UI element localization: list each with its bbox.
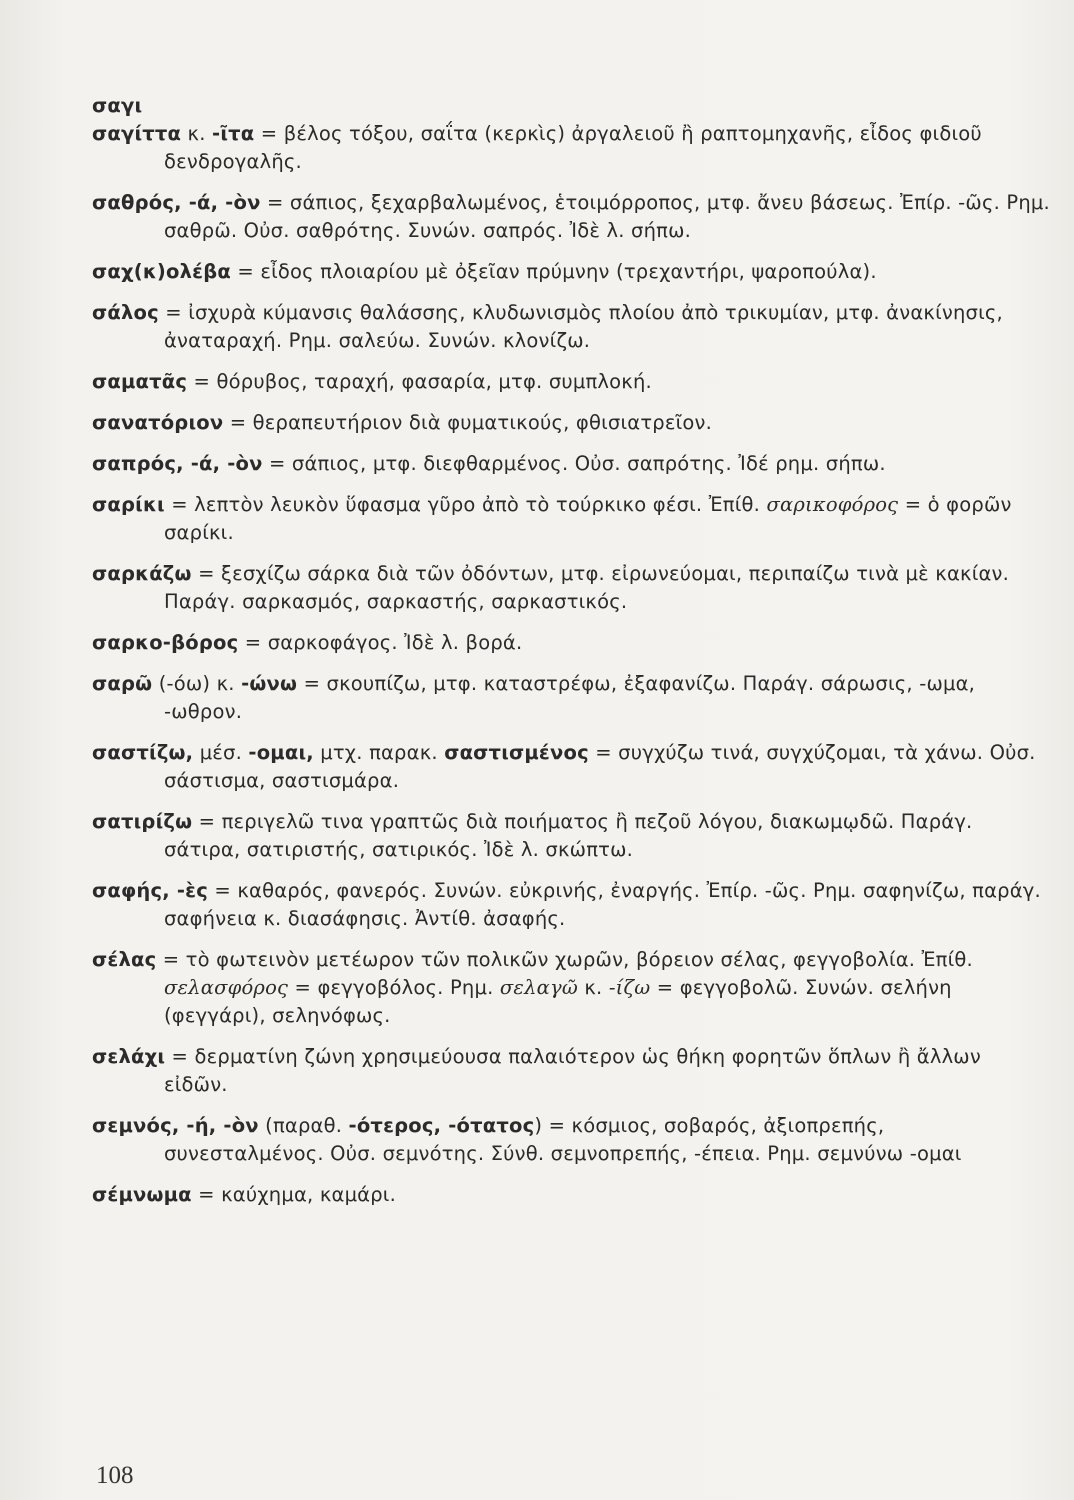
headword: σαρίκι: [92, 493, 165, 516]
dictionary-entry: [92, 368, 1050, 396]
headword: σαρκάζω: [92, 562, 192, 585]
headword: σαθρός, -ά, -òν: [92, 191, 261, 214]
headword: σαστίζω,: [92, 741, 194, 764]
headword: σατιρίζω: [92, 810, 193, 833]
headword: σεμνός, -ή, -òν: [92, 1114, 259, 1137]
definition-text: = φεγγοβολῶ. Συνών. σελήνη (φεγγάρι), σεληνόφως.: [164, 976, 952, 1027]
dictionary-entry: [92, 560, 1050, 616]
headword: -ότερος, -ότατος: [348, 1114, 535, 1137]
headword: σαστισμένος: [444, 741, 589, 764]
definition-text: = σαρκοφάγος. Ἰδὲ λ. βορά.: [238, 631, 523, 654]
definition-text: = βέλος τόξου, σαΐτα (κερκὶς) ἀργαλειοῦ ἢ ραπτομηχανῆς, εἶδος φιδιοῦ δενδρογαλῆς.: [164, 122, 982, 173]
page-number: 108: [96, 1462, 134, 1489]
definition-text: = ὁ φορῶν σαρίκι.: [164, 493, 1012, 544]
headword: σαρκο-βόρος: [92, 631, 239, 654]
italic-term: σελαγῶ: [499, 976, 578, 999]
definition-text: = καθαρός, φανερός. Συνών. εὐκρινής, ἐναργής. Ἐπίρ. -ῶς. Ρημ. σαφηνίζω, παράγ. σαφήνεια κ. διασάφησις. Ἀντίθ. ἀσαφής.: [164, 879, 1041, 930]
definition-text: = δερματίνη ζώνη χρησιμεύουσα παλαιότερον ὡς θήκη φορητῶν ὅπλων ἢ ἄλλων εἰδῶν.: [164, 1045, 981, 1096]
italic-term: σαρικοφόρος: [766, 493, 899, 516]
dictionary-entry: [92, 877, 1050, 933]
definition-text: = λεπτὸν λευκὸν ὕφασμα γῦρο ἀπὸ τὸ τούρκικο φέσι. Ἐπίθ.: [164, 493, 767, 516]
headword: σέλας: [92, 948, 157, 971]
definition-text: = ἰσχυρὰ κύμανσις θαλάσσης, κλυδωνισμὸς πλοίου ἀπὸ τρικυμίαν, μτφ. ἀνακίνησις, ἀναταραχή. Ρημ. σαλεύω. Συνών. κλονίζω.: [158, 301, 1003, 352]
dictionary-entry: [92, 946, 1050, 1030]
definition-text: = θεραπευτήριον διὰ φυματικούς, φθισιατρεῖον.: [223, 411, 712, 434]
definition-text: = σάπιος, ξεχαρβαλωμένος, ἑτοιμόρροπος, μτφ. ἄνευ βάσεως. Ἐπίρ. -ῶς. Ρημ. σαθρῶ. Οὐσ. σαθρότης. Συνών. σαπρός. Ἰδὲ λ. σήπω.: [164, 191, 1050, 242]
definition-text: = θόρυβος, ταραχή, φασαρία, μτφ. συμπλοκή.: [187, 370, 652, 393]
dictionary-entry: [92, 120, 1050, 176]
dictionary-entry: [92, 189, 1050, 245]
definition-text: = ξεσχίζω σάρκα διὰ τῶν ὀδόντων, μτφ. εἰρωνεύομαι, περιπαίζω τινὰ μὲ κακίαν. Παράγ. σαρκασμός, σαρκαστής, σαρκαστικός.: [164, 562, 1010, 613]
dictionary-entry: [92, 739, 1050, 795]
headword: -ῖτα: [212, 122, 255, 145]
dictionary-entry: [92, 258, 1050, 286]
definition-text: μτχ. παρακ.: [313, 741, 445, 764]
dictionary-entry: [92, 409, 1050, 437]
definition-text: (παραθ.: [258, 1114, 349, 1137]
headword: σαγι: [92, 94, 143, 117]
definition-text: = τὸ φωτεινὸν μετέωρον τῶν πολικῶν χωρῶν, βόρειον σέλας, φεγγοβολία. Ἐπίθ.: [156, 948, 973, 971]
dictionary-entry: [92, 808, 1050, 864]
headword: -ομαι,: [248, 741, 314, 764]
headword: -ώνω: [241, 672, 298, 695]
definition-text: = καύχημα, καμάρι.: [191, 1183, 397, 1206]
dictionary-entry: [92, 491, 1050, 547]
headword: σανατόριον: [92, 411, 224, 434]
italic-term: -ίζω: [608, 976, 651, 999]
definition-text: κ.: [577, 976, 609, 999]
definition-text: κ.: [181, 122, 213, 145]
dictionary-entry: [92, 1043, 1050, 1099]
definition-text: = φεγγοβόλος. Ρημ.: [288, 976, 500, 999]
dictionary-entry: [92, 629, 1050, 657]
headword: σέμνωμα: [92, 1183, 192, 1206]
dictionary-entry: [92, 92, 1050, 120]
entry-list: [92, 92, 1050, 1222]
definition-text: (-όω) κ.: [152, 672, 242, 695]
definition-text: ) = κόσμιος, σοβαρός, ἀξιοπρεπής, συνεσταλμένος. Οὐσ. σεμνότης. Σύνθ. σεμνοπρεπής, -έπεια. Ρημ. σεμνύνω -ομαι: [164, 1114, 962, 1165]
dictionary-entry: [92, 1181, 1050, 1209]
headword: σαπρός, -ά, -òν: [92, 452, 263, 475]
definition-text: = σκουπίζω, μτφ. καταστρέφω, ἐξαφανίζω. Παράγ. σάρωσις, -ωμα, -ωθρον.: [164, 672, 976, 723]
definition-text: = περιγελῶ τινα γραπτῶς διὰ ποιήματος ἢ πεζοῦ λόγου, διακωμῳδῶ. Παράγ. σάτιρα, σατιριστής, σατιρικός. Ἰδὲ λ. σκώπτω.: [164, 810, 973, 861]
dictionary-entry: [92, 450, 1050, 478]
definition-text: = σάπιος, μτφ. διεφθαρμένος. Οὐσ. σαπρότης. Ἰδέ ρημ. σήπω.: [262, 452, 886, 475]
dictionary-entry: [92, 670, 1050, 726]
headword: σαρῶ: [92, 672, 153, 695]
headword: σαγίττα: [92, 122, 182, 145]
definition-text: μέσ.: [193, 741, 249, 764]
headword: σελάχι: [92, 1045, 166, 1068]
dictionary-entry: [92, 1112, 1050, 1168]
definition-text: = εἶδος πλοιαρίου μὲ ὀξεῖαν πρύμνην (τρεχαντήρι, ψαροπούλα).: [231, 260, 877, 283]
headword: σαματᾶς: [92, 370, 188, 393]
headword: σαχ(κ)ολέβα: [92, 260, 231, 283]
italic-term: σελασφόρος: [164, 976, 289, 999]
dictionary-entry: [92, 299, 1050, 355]
definition-text: = συγχύζω τινά, συγχύζομαι, τὰ χάνω. Οὐσ. σάστισμα, σαστισμάρα.: [164, 741, 1036, 792]
headword: σάλος: [92, 301, 159, 324]
headword: σαφής, -ὲς: [92, 879, 208, 902]
